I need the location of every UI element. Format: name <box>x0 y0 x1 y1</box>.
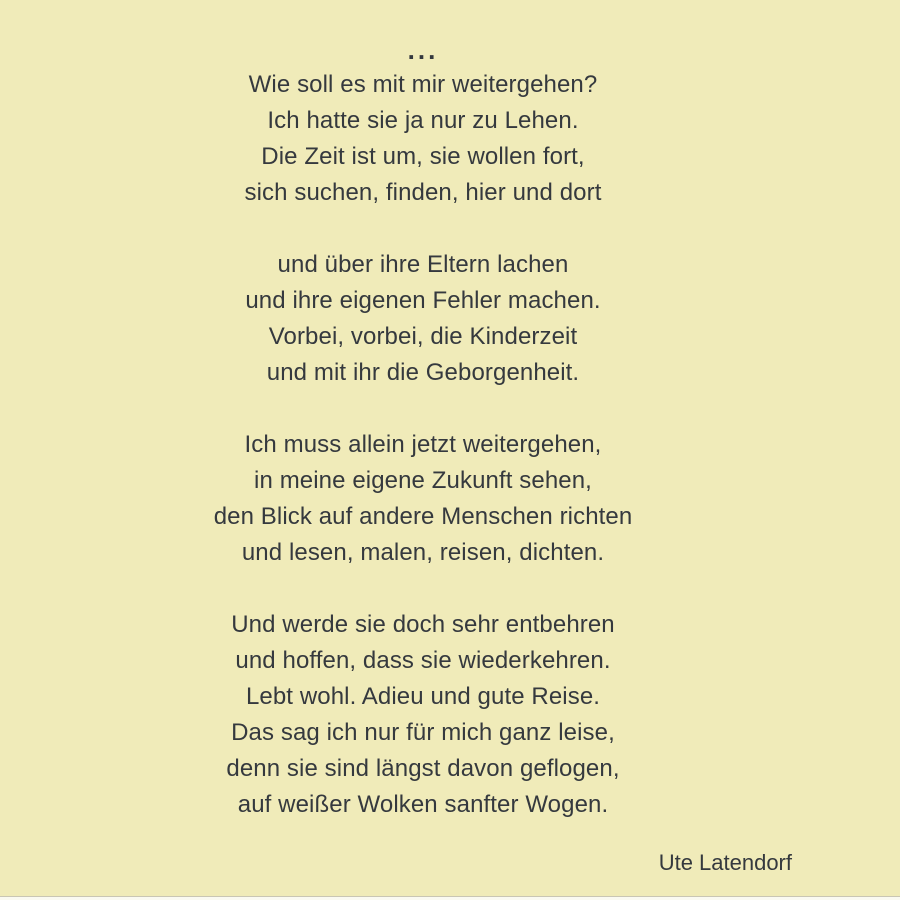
poem-line: Ich hatte sie ja nur zu Lehen. <box>267 107 579 134</box>
poem-line: sich suchen, finden, hier und dort <box>244 179 602 206</box>
poem-line: Die Zeit ist um, sie wollen fort, <box>261 143 585 170</box>
poem-stanza-1 <box>0 67 846 211</box>
poem-line: Das sag ich nur für mich ganz leise, <box>231 719 615 746</box>
scan-edge <box>0 896 900 900</box>
poem-line: in meine eigene Zukunft sehen, <box>254 467 592 494</box>
poem-line: denn sie sind längst davon geflogen, <box>226 755 620 782</box>
poem-line: den Blick auf andere Menschen richten <box>213 503 633 530</box>
poem-line: und ihre eigenen Fehler machen. <box>245 287 601 314</box>
poem-line: Vorbei, vorbei, die Kinderzeit <box>268 323 578 350</box>
poem-line: Und werde sie doch sehr entbehren <box>231 611 615 638</box>
poem-ellipsis: ... <box>407 35 439 65</box>
poem-body <box>0 33 846 823</box>
poem-author: Ute Latendorf <box>658 850 792 875</box>
poem-stanza-3 <box>0 427 846 571</box>
poem-line: Ich muss allein jetzt weitergehen, <box>244 431 602 458</box>
poem-line: Wie soll es mit mir weitergehen? <box>248 71 598 98</box>
poem-line: und mit ihr die Geborgenheit. <box>266 359 580 386</box>
poem-line: auf weißer Wolken sanfter Wogen. <box>237 791 609 818</box>
poem-line: und hoffen, dass sie wiederkehren. <box>235 647 611 674</box>
poem-line: und lesen, malen, reisen, dichten. <box>241 539 605 566</box>
poem-line: Lebt wohl. Adieu und gute Reise. <box>245 683 601 710</box>
poem-line: und über ihre Eltern lachen <box>277 251 569 278</box>
poem-stanza-2 <box>0 247 846 391</box>
poem-stanza-4 <box>0 607 846 823</box>
